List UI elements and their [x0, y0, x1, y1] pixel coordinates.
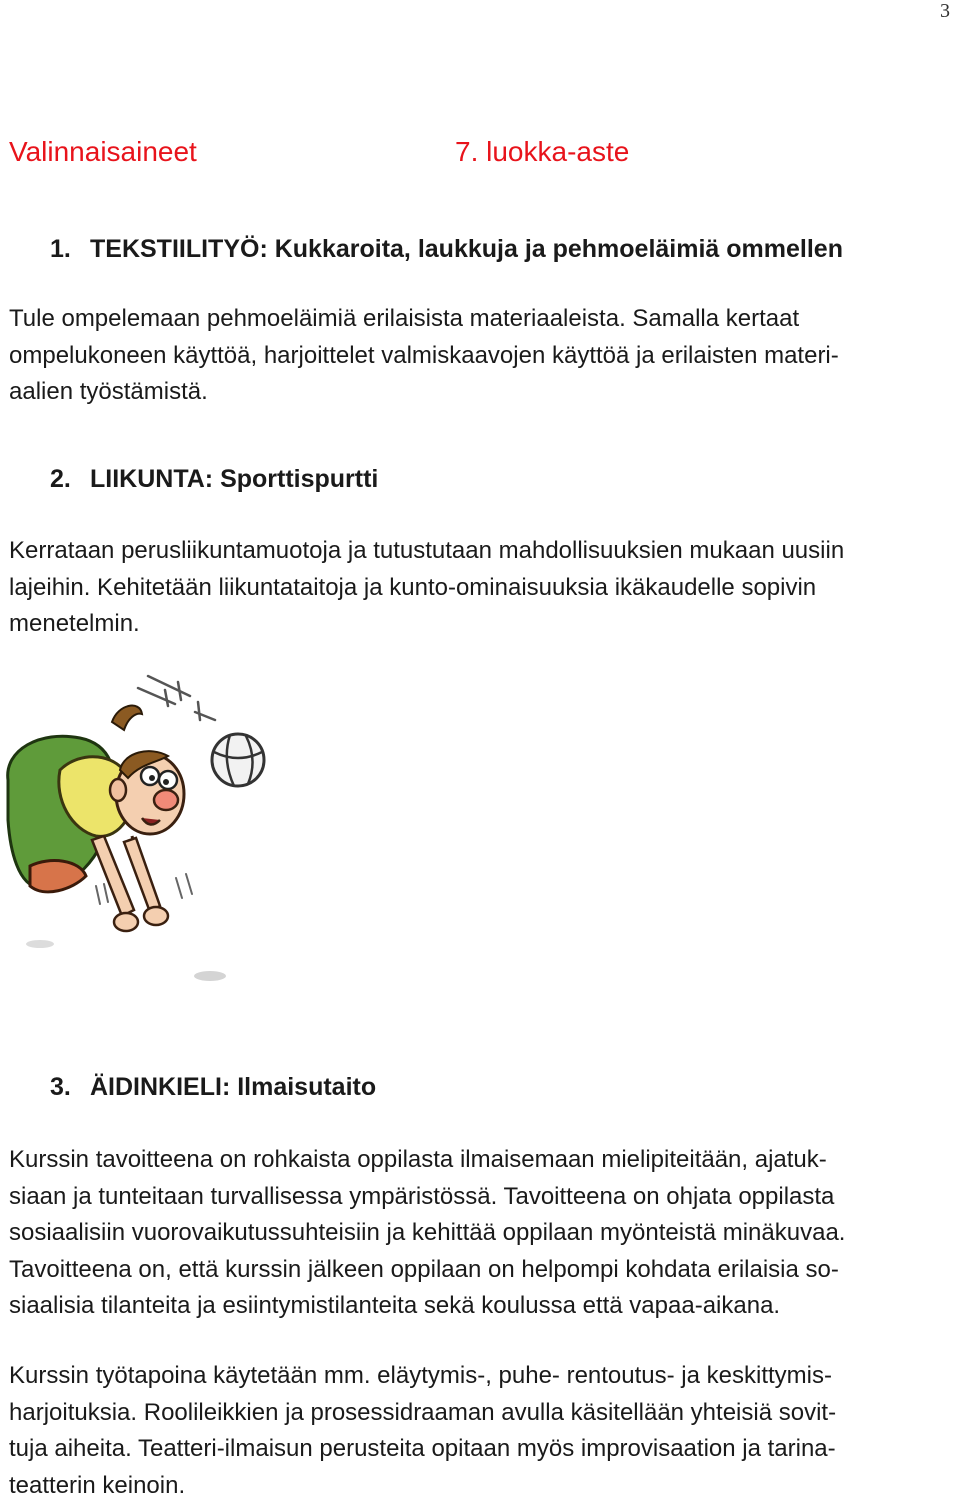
section-1-heading — [50, 235, 843, 264]
section-title: LIIKUNTA: Sporttispurtti — [90, 465, 379, 493]
text-line: siaan ja tunteitaan turvallisessa ympäristössä. Tavoitteena on ohjata oppilasta — [9, 1182, 835, 1210]
text-line: Tule ompelemaan pehmoeläimiä erilaisista materiaaleista. Samalla kertaat — [9, 305, 800, 332]
section-3-paragraph-2 — [9, 1358, 954, 1504]
text-line: tuja aiheita. Teatteri-ilmaisun perusteita opitaan myös improvisaation ja tarina- — [9, 1435, 836, 1462]
section-1-paragraph — [9, 301, 954, 411]
section-3-heading — [50, 1073, 376, 1102]
section-3-paragraph-1 — [9, 1142, 954, 1325]
section-number: 2. — [50, 465, 71, 493]
text-line: siaalisia tilanteita ja esiintymistilanteita sekä koulussa että vapaa-aikana. — [9, 1292, 781, 1319]
section-number: 3. — [50, 1073, 71, 1101]
text-line: lajeihin. Kehitetään liikuntataitoja ja kunto-ominaisuuksia ikäkaudelle sopivin — [9, 573, 817, 601]
section-2-heading — [50, 465, 378, 494]
text-line: teatterin keinoin. — [9, 1471, 186, 1499]
page-header — [9, 136, 630, 168]
text-line: Kurssin tavoitteena on rohkaista oppilasta ilmaisemaan mielipiteitään, ajatuk- — [9, 1146, 827, 1173]
text-line: harjoituksia. Roolileikkien ja prosessidraaman avulla käsitellään yhteisiä sovit- — [9, 1398, 837, 1426]
text-line: Kerrataan perusliikuntamuotoja ja tutustutaan mahdollisuuksien mukaan uusiin — [9, 537, 845, 564]
section-2-paragraph — [9, 533, 954, 643]
header-grade: 7. luokka-aste — [455, 136, 630, 167]
basketball-player-icon — [0, 660, 300, 990]
page-number: 3 — [940, 0, 950, 22]
text-line: aalien työstämistä. — [9, 378, 208, 405]
header-title: Valinnaisaineet — [9, 136, 197, 167]
text-line: Tavoitteena on, että kurssin jälkeen oppilaan on helpompi kohdata erilaisia so- — [9, 1255, 839, 1283]
section-title: ÄIDINKIELI: Ilmaisutaito — [90, 1073, 377, 1101]
text-line: sosiaalisiin vuorovaikutussuhteisiin ja kehittää oppilaan myönteistä minäkuvaa. — [9, 1219, 846, 1246]
section-title: TEKSTIILITYÖ: Kukkaroita, laukkuja ja pehmoeläimiä ommellen — [90, 235, 843, 263]
section-number: 1. — [50, 235, 71, 263]
text-line: Kurssin työtapoina käytetään mm. eläytymis-, puhe- rentoutus- ja keskittymis- — [9, 1362, 832, 1389]
text-line: ompelukoneen käyttöä, harjoittelet valmiskaavojen käyttöä ja erilaisten materi- — [9, 341, 839, 369]
text-line: menetelmin. — [9, 610, 140, 637]
